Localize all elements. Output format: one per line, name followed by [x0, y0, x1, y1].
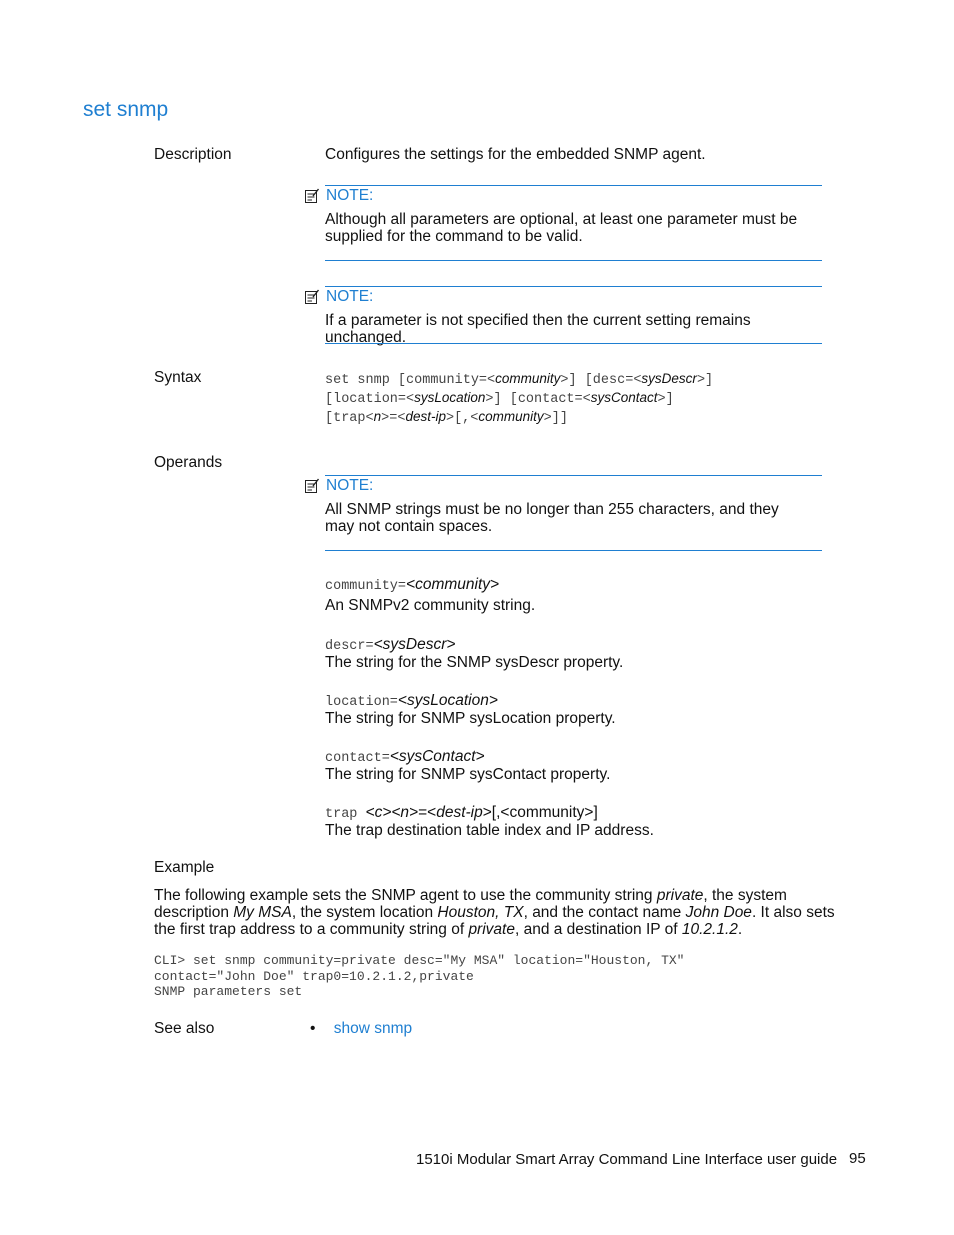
note-label: NOTE: — [326, 187, 374, 204]
bullet: • — [310, 1020, 316, 1037]
note-rule-bottom — [325, 343, 822, 344]
note-rule-bottom — [325, 550, 822, 551]
note-text: If a parameter is not specified then the current setting remains unchanged. — [325, 312, 751, 346]
note-pad-icon — [304, 188, 320, 204]
cli-line: contact="John Doe" trap0=10.2.1.2,private — [154, 968, 474, 984]
note-text: All SNMP strings must be no longer than 255 characters, and they may not contain spaces. — [325, 501, 779, 535]
note-rule-top — [325, 475, 822, 476]
example-intro: The following example sets the SNMP agent to use the community string private, the system description My MSA, the system location Houston, TX, and the contact name John Doe. It also sets the first trap address to a community string of private, and a destination IP of 10.2.1.2. — [154, 887, 835, 938]
syntax-line: [trap<n>=<dest-ip>[,<community>]] — [325, 409, 568, 426]
note-text: Although all parameters are optional, at least one parameter must be supplied for the command to be valid. — [325, 211, 798, 245]
note-pad-icon — [304, 289, 320, 305]
operands-label: Operands — [154, 454, 223, 471]
note-label: NOTE: — [326, 288, 374, 305]
see-also-list — [310, 1020, 412, 1037]
note-heading — [304, 288, 373, 306]
note-label: NOTE: — [326, 477, 374, 494]
show-snmp-link[interactable]: show snmp — [333, 1020, 413, 1037]
operand-item: descr=<sysDescr> The string for the SNMP sysDescr property. — [325, 636, 624, 671]
syntax-block — [325, 370, 713, 427]
description-text: Configures the settings for the embedded SNMP agent. — [325, 146, 706, 163]
syntax-label: Syntax — [154, 369, 202, 386]
operand-item: community=<community> An SNMPv2 community string. — [325, 576, 536, 614]
operand-item-trap: trap <c><n>=<dest-ip>[,<community>] The trap destination table index and IP address. — [325, 804, 654, 839]
note-rule-bottom — [325, 260, 822, 261]
operand-item: contact=<sysContact> The string for SNMP sysContact property. — [325, 748, 611, 783]
note-pad-icon — [304, 478, 320, 494]
operand-item: location=<sysLocation> The string for SNMP sysLocation property. — [325, 692, 616, 727]
note-heading — [304, 187, 373, 205]
note-rule-top — [325, 286, 822, 287]
cli-line: CLI> set snmp community=private desc="My MSA" location="Houston, TX" — [154, 953, 685, 968]
example-label: Example — [154, 859, 215, 876]
syntax-line: [location=<sysLocation>] [contact=<sysContact>] — [325, 390, 674, 407]
see-also-label: See also — [154, 1020, 215, 1037]
description-label: Description — [154, 146, 232, 163]
footer-guide-title: 1510i Modular Smart Array Command Line Interface user guide — [416, 1151, 838, 1168]
page-number: 95 — [849, 1150, 866, 1167]
cli-example — [154, 953, 685, 1000]
page-title: set snmp — [83, 98, 169, 121]
note-heading — [304, 477, 373, 495]
syntax-line: set snmp [community=<community>] [desc=<sysDescr>] — [325, 371, 714, 388]
note-rule-top — [325, 185, 822, 186]
cli-line: SNMP parameters set — [154, 984, 303, 999]
